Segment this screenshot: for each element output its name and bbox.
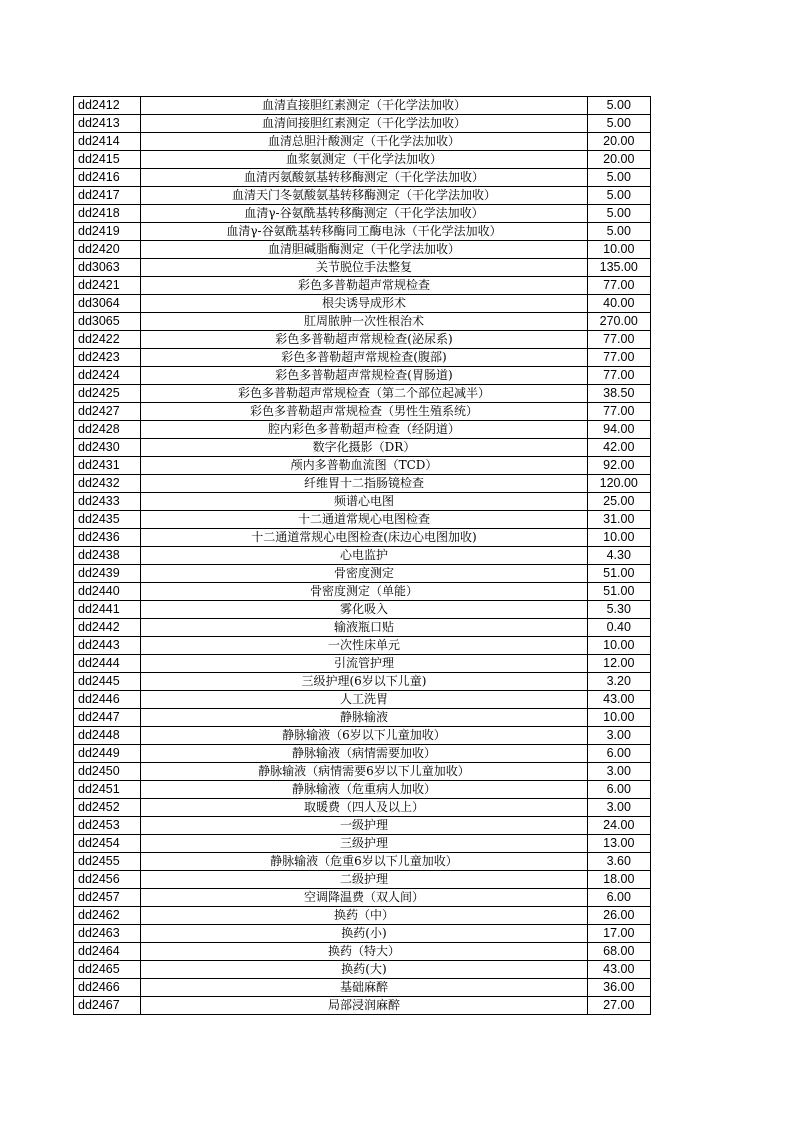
item-code-cell: dd2438	[74, 547, 141, 565]
item-price-cell: 77.00	[587, 277, 650, 295]
item-name-cell: 局部浸润麻醉	[141, 997, 587, 1015]
table-row	[74, 673, 651, 691]
item-name-cell: 腔内彩色多普勒超声检查（经阴道）	[141, 421, 587, 439]
item-price-cell: 5.30	[587, 601, 650, 619]
item-price-cell: 6.00	[587, 889, 650, 907]
table-row	[74, 763, 651, 781]
item-price-cell: 40.00	[587, 295, 650, 313]
item-price-cell: 51.00	[587, 565, 650, 583]
item-name-cell: 一次性床单元	[141, 637, 587, 655]
item-price-cell: 5.00	[587, 97, 650, 115]
item-code-cell: dd2447	[74, 709, 141, 727]
item-name-cell: 彩色多普勒超声常规检查(泌尿系)	[141, 331, 587, 349]
item-price-cell: 18.00	[587, 871, 650, 889]
item-code-cell: dd2443	[74, 637, 141, 655]
table-row	[74, 187, 651, 205]
table-row	[74, 223, 651, 241]
item-price-cell: 17.00	[587, 925, 650, 943]
item-code-cell: dd2430	[74, 439, 141, 457]
table-row	[74, 493, 651, 511]
table-row	[74, 583, 651, 601]
item-name-cell: 基础麻醉	[141, 979, 587, 997]
item-code-cell: dd2452	[74, 799, 141, 817]
item-name-cell: 彩色多普勒超声常规检查（男性生殖系统）	[141, 403, 587, 421]
item-price-cell: 10.00	[587, 637, 650, 655]
item-code-cell: dd2463	[74, 925, 141, 943]
table-row	[74, 709, 651, 727]
table-row	[74, 241, 651, 259]
item-code-cell: dd2464	[74, 943, 141, 961]
table-row	[74, 331, 651, 349]
item-code-cell: dd2421	[74, 277, 141, 295]
table-row	[74, 943, 651, 961]
table-row	[74, 529, 651, 547]
item-price-cell: 68.00	[587, 943, 650, 961]
item-code-cell: dd2433	[74, 493, 141, 511]
item-price-cell: 13.00	[587, 835, 650, 853]
item-name-cell: 静脉输液	[141, 709, 587, 727]
item-name-cell: 换药（特大）	[141, 943, 587, 961]
item-price-cell: 51.00	[587, 583, 650, 601]
table-row	[74, 133, 651, 151]
item-code-cell: dd2455	[74, 853, 141, 871]
item-name-cell: 数字化摄影（DR）	[141, 439, 587, 457]
item-code-cell: dd2465	[74, 961, 141, 979]
item-code-cell: dd2436	[74, 529, 141, 547]
table-row	[74, 925, 651, 943]
item-price-cell: 24.00	[587, 817, 650, 835]
item-price-cell: 77.00	[587, 403, 650, 421]
table-row	[74, 367, 651, 385]
item-price-cell: 6.00	[587, 745, 650, 763]
item-name-cell: 血清丙氨酸氨基转移酶测定（干化学法加收）	[141, 169, 587, 187]
table-row	[74, 115, 651, 133]
item-name-cell: 血浆氨测定（干化学法加收）	[141, 151, 587, 169]
item-code-cell: dd2445	[74, 673, 141, 691]
item-code-cell: dd2417	[74, 187, 141, 205]
item-price-cell: 94.00	[587, 421, 650, 439]
table-row	[74, 655, 651, 673]
item-price-cell: 38.50	[587, 385, 650, 403]
item-code-cell: dd2428	[74, 421, 141, 439]
item-code-cell: dd2457	[74, 889, 141, 907]
table-row	[74, 637, 651, 655]
item-name-cell: 骨密度测定	[141, 565, 587, 583]
table-row	[74, 385, 651, 403]
item-name-cell: 换药(大)	[141, 961, 587, 979]
item-code-cell: dd3065	[74, 313, 141, 331]
item-code-cell: dd2442	[74, 619, 141, 637]
table-row	[74, 277, 651, 295]
item-price-cell: 77.00	[587, 331, 650, 349]
item-price-cell: 4.30	[587, 547, 650, 565]
item-name-cell: 纤维胃十二指肠镜检查	[141, 475, 587, 493]
item-code-cell: dd2419	[74, 223, 141, 241]
table-row	[74, 781, 651, 799]
item-name-cell: 换药（中）	[141, 907, 587, 925]
item-name-cell: 输液瓶口贴	[141, 619, 587, 637]
item-code-cell: dd2416	[74, 169, 141, 187]
table-row	[74, 601, 651, 619]
item-name-cell: 静脉输液（病情需要加收）	[141, 745, 587, 763]
item-price-cell: 36.00	[587, 979, 650, 997]
item-code-cell: dd2454	[74, 835, 141, 853]
item-price-cell: 6.00	[587, 781, 650, 799]
item-name-cell: 血清胆碱脂酶测定（干化学法加收）	[141, 241, 587, 259]
item-name-cell: 静脉输液（病情需要6岁以下儿童加收）	[141, 763, 587, 781]
item-price-cell: 3.60	[587, 853, 650, 871]
item-name-cell: 血清总胆汁酸测定（干化学法加收）	[141, 133, 587, 151]
item-code-cell: dd2415	[74, 151, 141, 169]
item-code-cell: dd2451	[74, 781, 141, 799]
item-name-cell: 人工洗胃	[141, 691, 587, 709]
item-name-cell: 频谱心电图	[141, 493, 587, 511]
item-code-cell: dd2422	[74, 331, 141, 349]
table-row	[74, 205, 651, 223]
item-name-cell: 静脉输液（危重6岁以下儿童加收）	[141, 853, 587, 871]
item-code-cell: dd2420	[74, 241, 141, 259]
item-code-cell: dd2450	[74, 763, 141, 781]
item-name-cell: 血清直接胆红素测定（干化学法加收）	[141, 97, 587, 115]
item-code-cell: dd2462	[74, 907, 141, 925]
table-row	[74, 151, 651, 169]
item-price-cell: 26.00	[587, 907, 650, 925]
item-price-cell: 0.40	[587, 619, 650, 637]
table-row	[74, 889, 651, 907]
item-code-cell: dd3064	[74, 295, 141, 313]
item-code-cell: dd2414	[74, 133, 141, 151]
item-code-cell: dd2424	[74, 367, 141, 385]
item-price-cell: 10.00	[587, 709, 650, 727]
item-name-cell: 取暖费（四人及以上）	[141, 799, 587, 817]
table-row	[74, 475, 651, 493]
item-name-cell: 十二通道常规心电图检查	[141, 511, 587, 529]
item-price-cell: 5.00	[587, 187, 650, 205]
table-row	[74, 169, 651, 187]
item-price-cell: 5.00	[587, 223, 650, 241]
table-row	[74, 997, 651, 1015]
item-name-cell: 血清γ-谷氨酰基转移酶测定（干化学法加收）	[141, 205, 587, 223]
table-row	[74, 403, 651, 421]
item-price-cell: 43.00	[587, 961, 650, 979]
item-name-cell: 骨密度测定（单能）	[141, 583, 587, 601]
item-price-cell: 20.00	[587, 151, 650, 169]
table-row	[74, 835, 651, 853]
table-row	[74, 457, 651, 475]
item-name-cell: 静脉输液（危重病人加收）	[141, 781, 587, 799]
table-row	[74, 259, 651, 277]
item-name-cell: 三级护理(6岁以下儿童)	[141, 673, 587, 691]
table-row	[74, 565, 651, 583]
fee-table-body	[74, 97, 651, 1015]
item-price-cell: 12.00	[587, 655, 650, 673]
table-row	[74, 853, 651, 871]
item-name-cell: 雾化吸入	[141, 601, 587, 619]
item-name-cell: 引流管护理	[141, 655, 587, 673]
table-row	[74, 979, 651, 997]
item-price-cell: 77.00	[587, 349, 650, 367]
item-code-cell: dd2439	[74, 565, 141, 583]
table-row	[74, 727, 651, 745]
item-name-cell: 三级护理	[141, 835, 587, 853]
item-name-cell: 彩色多普勒超声常规检查（第二个部位起减半）	[141, 385, 587, 403]
table-row	[74, 961, 651, 979]
item-code-cell: dd2467	[74, 997, 141, 1015]
fee-table	[73, 96, 651, 1015]
item-name-cell: 关节脱位手法整复	[141, 259, 587, 277]
item-price-cell: 25.00	[587, 493, 650, 511]
item-code-cell: dd2435	[74, 511, 141, 529]
item-name-cell: 十二通道常规心电图检查(床边心电图加收)	[141, 529, 587, 547]
table-row	[74, 313, 651, 331]
item-price-cell: 5.00	[587, 205, 650, 223]
item-price-cell: 3.20	[587, 673, 650, 691]
item-name-cell: 静脉输液（6岁以下儿童加收）	[141, 727, 587, 745]
item-name-cell: 彩色多普勒超声常规检查(腹部)	[141, 349, 587, 367]
table-row	[74, 745, 651, 763]
item-name-cell: 彩色多普勒超声常规检查	[141, 277, 587, 295]
item-price-cell: 135.00	[587, 259, 650, 277]
table-row	[74, 97, 651, 115]
item-price-cell: 120.00	[587, 475, 650, 493]
item-name-cell: 血清间接胆红素测定（干化学法加收）	[141, 115, 587, 133]
item-price-cell: 77.00	[587, 367, 650, 385]
item-code-cell: dd2440	[74, 583, 141, 601]
item-code-cell: dd2418	[74, 205, 141, 223]
item-code-cell: dd2453	[74, 817, 141, 835]
item-name-cell: 血清γ-谷氨酰基转移酶同工酶电泳（干化学法加收）	[141, 223, 587, 241]
item-code-cell: dd2446	[74, 691, 141, 709]
table-row	[74, 547, 651, 565]
item-code-cell: dd3063	[74, 259, 141, 277]
table-row	[74, 511, 651, 529]
item-name-cell: 心电监护	[141, 547, 587, 565]
item-name-cell: 一级护理	[141, 817, 587, 835]
item-name-cell: 换药(小)	[141, 925, 587, 943]
item-name-cell: 肛周脓肿一次性根治术	[141, 313, 587, 331]
item-code-cell: dd2431	[74, 457, 141, 475]
item-price-cell: 5.00	[587, 115, 650, 133]
item-name-cell: 二级护理	[141, 871, 587, 889]
item-name-cell: 空调降温费（双人间）	[141, 889, 587, 907]
table-row	[74, 439, 651, 457]
item-code-cell: dd2449	[74, 745, 141, 763]
item-code-cell: dd2412	[74, 97, 141, 115]
item-price-cell: 92.00	[587, 457, 650, 475]
item-code-cell: dd2441	[74, 601, 141, 619]
item-code-cell: dd2425	[74, 385, 141, 403]
item-code-cell: dd2466	[74, 979, 141, 997]
item-price-cell: 27.00	[587, 997, 650, 1015]
item-name-cell: 颅内多普勒血流图（TCD）	[141, 457, 587, 475]
table-row	[74, 421, 651, 439]
item-price-cell: 10.00	[587, 529, 650, 547]
table-row	[74, 619, 651, 637]
item-price-cell: 5.00	[587, 169, 650, 187]
item-price-cell: 31.00	[587, 511, 650, 529]
item-code-cell: dd2432	[74, 475, 141, 493]
table-row	[74, 871, 651, 889]
item-code-cell: dd2423	[74, 349, 141, 367]
item-code-cell: dd2444	[74, 655, 141, 673]
item-price-cell: 43.00	[587, 691, 650, 709]
table-row	[74, 691, 651, 709]
item-price-cell: 3.00	[587, 727, 650, 745]
item-name-cell: 根尖诱导成形术	[141, 295, 587, 313]
item-code-cell: dd2413	[74, 115, 141, 133]
table-row	[74, 817, 651, 835]
fee-sheet	[73, 96, 651, 1015]
item-name-cell: 血清天门冬氨酸氨基转移酶测定（干化学法加收）	[141, 187, 587, 205]
item-code-cell: dd2427	[74, 403, 141, 421]
item-name-cell: 彩色多普勒超声常规检查(胃肠道)	[141, 367, 587, 385]
table-row	[74, 799, 651, 817]
item-price-cell: 3.00	[587, 763, 650, 781]
table-row	[74, 349, 651, 367]
item-price-cell: 270.00	[587, 313, 650, 331]
item-code-cell: dd2448	[74, 727, 141, 745]
table-row	[74, 295, 651, 313]
item-code-cell: dd2456	[74, 871, 141, 889]
item-price-cell: 3.00	[587, 799, 650, 817]
item-price-cell: 42.00	[587, 439, 650, 457]
item-price-cell: 10.00	[587, 241, 650, 259]
table-row	[74, 907, 651, 925]
item-price-cell: 20.00	[587, 133, 650, 151]
